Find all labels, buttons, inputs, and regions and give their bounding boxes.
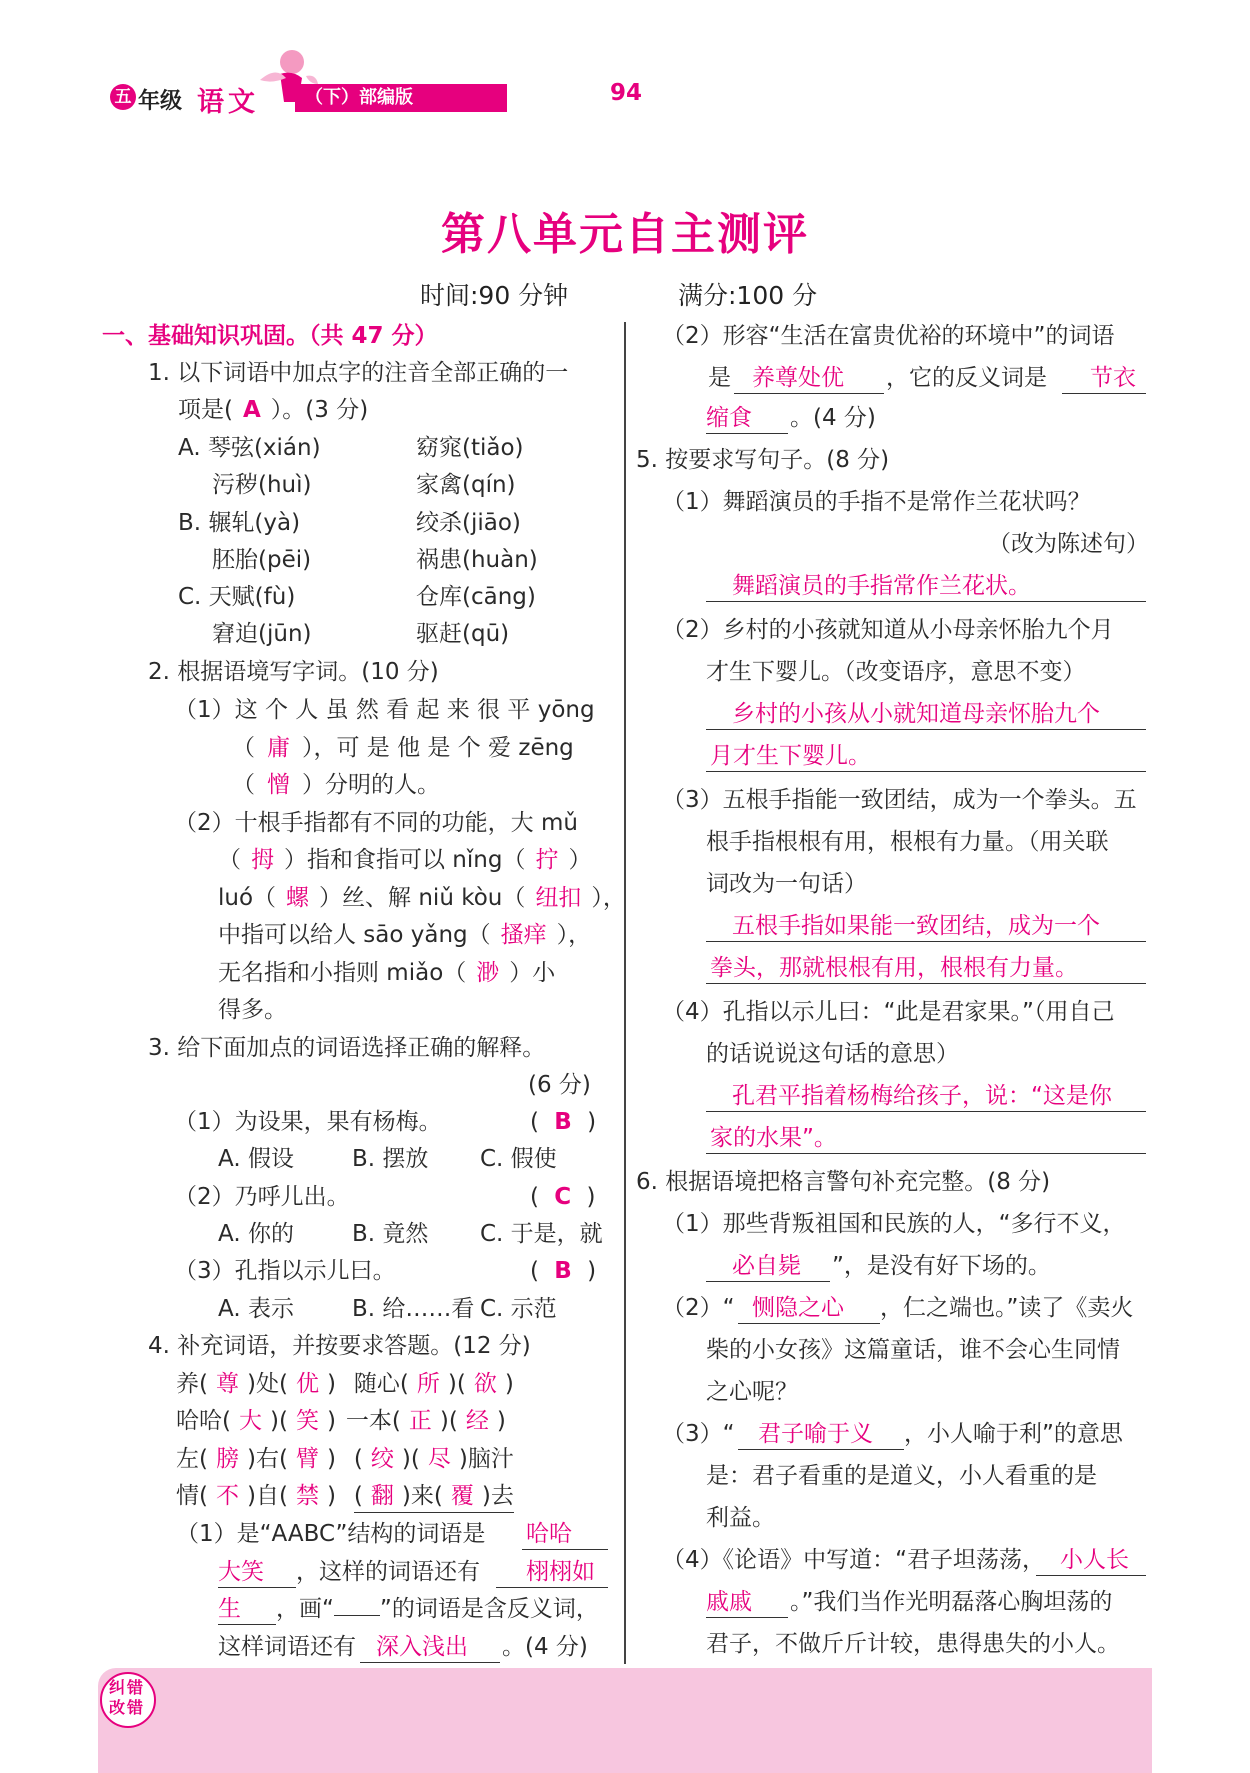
q5-answer: 乡村的小孩从小就知道母亲怀胎九个	[732, 701, 1100, 727]
q4-sub2: （2）形容“生活在富贵优裕的环境中”的词语	[662, 323, 1115, 349]
q6-item: （1）那些背叛祖国和民族的人，“多行不义，	[662, 1211, 1126, 1237]
q4-answer: 生	[218, 1596, 241, 1622]
q2-stem: 2. 根据语境写字词。(10 分)	[148, 659, 439, 685]
q2-line: （ 憎 ）分明的人。	[232, 772, 440, 798]
q6-answer: 必自毙	[732, 1253, 801, 1279]
q2-line: 得多。	[218, 997, 287, 1023]
q1-option: 家禽(qín)	[416, 472, 516, 498]
q3-option: A. 表示	[218, 1296, 294, 1322]
q3-answer-slot: ( B )	[530, 1109, 597, 1135]
q5-answer: 月才生下婴儿。	[710, 743, 871, 769]
q5-answer: 拳头，那就根根有用，根根有力量。	[710, 955, 1078, 981]
q1-option: 驱赶(qū)	[416, 621, 510, 647]
q6-item: （2）“	[662, 1295, 735, 1321]
q3-option: B. 摆放	[352, 1146, 429, 1172]
q6-item: （3）“	[662, 1421, 735, 1447]
q1-option: 窈窕(tiǎo)	[416, 435, 524, 461]
q1-option: 污秽(huì)	[212, 472, 312, 498]
q3-option: C. 假使	[480, 1146, 557, 1172]
q3-option: A. 你的	[218, 1221, 294, 1247]
q3-item: （2）乃呼儿出。	[174, 1184, 350, 1210]
q5-requirement: （改为陈述句）	[988, 531, 1149, 557]
q4-sub1-text: 这样词语还有	[218, 1634, 356, 1660]
q2-answer: 纽扣	[535, 885, 582, 911]
q6-answer: 戚戚	[706, 1589, 752, 1615]
q2-line: 中指可以给人 sāo yǎng（ 搔痒 ），	[218, 922, 592, 948]
q2-line: luó（ 螺 ）丝、解 niǔ kòu（ 纽扣 ），	[218, 885, 626, 911]
edition-label: （下）部编版	[295, 84, 507, 112]
grade-badge: 五	[110, 84, 136, 110]
q4-answer: 养尊处优	[752, 365, 844, 391]
q5-answer: 舞蹈演员的手指常作兰花状。	[732, 573, 1031, 599]
q1-stem: 1. 以下词语中加点字的注音全部正确的一	[148, 360, 569, 386]
q4-sub2-text: 。(4 分)	[790, 405, 876, 431]
q1-option: C. 天赋(fù)	[178, 584, 296, 610]
q4-answer: 哈哈	[526, 1521, 572, 1547]
q4-sub2-text: 是	[708, 365, 731, 391]
q5-item: 根手指根根有用，根根有力量。（用关联	[706, 829, 1109, 855]
q1-option: 祸患(huàn)	[416, 547, 538, 573]
q4-row: 左( 膀 )右( 臂 ) ( 绞 )( 尽 )脑汁	[176, 1446, 514, 1472]
q6-item: 君子，不做斤斤计较，患得患失的小人。	[706, 1631, 1120, 1657]
q5-answer: 家的水果”。	[710, 1125, 837, 1151]
section-heading: 一、基础知识巩固。（共 47 分）	[102, 323, 438, 349]
subject-label: 语文	[197, 87, 259, 118]
q5-item: 才生下婴儿。（改变语序，意思不变）	[706, 659, 1086, 685]
page-header	[100, 78, 420, 120]
q1-stem-line2: 项是( A ）。(3 分)	[178, 397, 369, 423]
q5-answer: 五根手指如果能一致团结，成为一个	[732, 913, 1100, 939]
q3-answer: B	[554, 1109, 572, 1135]
q3-answer: B	[554, 1258, 572, 1284]
q3-option: C. 示范	[480, 1296, 557, 1322]
q2-line: （1）这 个 人 虽 然 看 起 来 很 平 yōng	[174, 697, 595, 723]
q6-item: 利益。	[706, 1505, 775, 1531]
q3-answer-slot: ( B )	[530, 1258, 597, 1284]
q1-option: 胚胎(pēi)	[212, 547, 312, 573]
q5-item: （1）舞蹈演员的手指不是常作兰花状吗？	[662, 489, 1091, 515]
q5-answer: 孔君平指着杨梅给孩子，说：“这是你	[732, 1083, 1112, 1109]
q4-sub1-text: 。(4 分)	[502, 1634, 588, 1660]
q3-answer: C	[554, 1184, 572, 1210]
q4-row: 哈哈( 大 )( 笑 ) 一本( 正 )( 经 )	[176, 1408, 506, 1434]
q4-row: 情( 不 )自( 禁 ) ( 翻 )来( 覆 )去	[176, 1480, 514, 1513]
q5-item: 的话说说这句话的意思）	[706, 1041, 959, 1067]
q6-item: 之心呢？	[706, 1379, 798, 1405]
q6-answer: 恻隐之心	[752, 1295, 844, 1321]
q3-option: B. 给……看	[352, 1296, 475, 1322]
q1-option: B. 辗轧(yà)	[178, 510, 301, 536]
q1-option: 仓库(cāng)	[416, 584, 536, 610]
q6-item: 柴的小女孩》这篇童话，谁不会心生同情	[706, 1337, 1120, 1363]
q5-item: （3）五根手指能一致团结，成为一个拳头。五	[662, 787, 1137, 813]
q3-option: A. 假设	[218, 1146, 294, 1172]
q4-stem: 4. 补充词语，并按要求答题。(12 分)	[148, 1333, 531, 1359]
full-score: 满分:100 分	[678, 281, 818, 310]
q6-item: ”，是没有好下场的。	[832, 1253, 1051, 1279]
q4-sub2-text: ，它的反义词是	[886, 365, 1047, 391]
q2-line: （ 庸 ），可 是 他 是 个 爱 zēng	[232, 735, 574, 761]
q3-item: （3）孔指以示儿曰。	[174, 1258, 396, 1284]
q2-answer: 拇	[251, 847, 274, 873]
q6-stem: 6. 根据语境把格言警句补充完整。(8 分)	[636, 1169, 1051, 1195]
q2-answer: 螺	[286, 885, 310, 911]
q3-item: （1）为设果，果有杨梅。	[174, 1109, 442, 1135]
q6-answer: 小人长	[1060, 1547, 1129, 1573]
q4-sub1: （1）是“AABC”结构的词语是	[176, 1521, 486, 1547]
q5-item: 词改为一句话）	[706, 871, 867, 897]
q6-answer: 君子喻于义	[758, 1421, 873, 1447]
q4-answer: 栩栩如	[526, 1559, 595, 1585]
q6-item: ，小人喻于利”的意思	[904, 1421, 1123, 1447]
q1-option: A. 琴弦(xián)	[178, 435, 321, 461]
column-divider	[624, 322, 626, 1664]
q2-line: （2）十根手指都有不同的功能，大 mǔ	[174, 810, 578, 836]
footer-band	[98, 1668, 1152, 1773]
q5-stem: 5. 按要求写句子。(8 分)	[636, 447, 890, 473]
q4-sub1-text: ，这样的词语还有	[296, 1559, 480, 1585]
q1-answer: A	[242, 397, 261, 423]
q1-option: 绞杀(jiāo)	[416, 510, 521, 536]
q4-answer: 深入浅出	[376, 1634, 468, 1660]
q3-points: (6 分)	[528, 1072, 591, 1098]
q2-answer: 庸	[267, 735, 290, 761]
page-title: 第八单元自主测评	[441, 209, 809, 260]
q2-line: （ 拇 ）指和食指可以 nǐng（ 拧 ）	[218, 847, 592, 873]
q4-answer: 缩食	[706, 405, 752, 431]
q4-answer: 大笑	[218, 1559, 264, 1585]
q2-answer: 憎	[267, 772, 290, 798]
q3-answer-slot: ( C )	[530, 1184, 596, 1210]
q2-answer: 拧	[535, 847, 559, 873]
q6-item: 。”我们当作光明磊落心胸坦荡的	[790, 1589, 1113, 1615]
q5-item: （2）乡村的小孩就知道从小母亲怀胎九个月	[662, 617, 1114, 643]
q6-item: ，仁之端也。”读了《卖火	[880, 1295, 1134, 1321]
q6-item: （4）《论语》中写道：“君子坦荡荡，	[662, 1547, 1046, 1573]
q6-item: 是：君子看重的是道义，小人看重的是	[706, 1463, 1097, 1489]
q3-option: B. 竟然	[352, 1221, 429, 1247]
q1-option: 窘迫(jūn)	[212, 621, 312, 647]
q4-sub1-text: ，画“ ”的词语是含反义词，	[276, 1596, 599, 1622]
q4-answer: 节衣	[1090, 365, 1136, 391]
q5-item: （4）孔指以示儿曰：“此是君家果。”（用自己	[662, 999, 1115, 1025]
q2-answer: 渺	[476, 960, 500, 986]
grade-label: 年级	[138, 89, 183, 114]
q3-stem: 3. 给下面加点的词语选择正确的解释。	[148, 1035, 546, 1061]
q2-answer: 搔痒	[500, 922, 547, 948]
q3-option: C. 于是，就	[480, 1221, 603, 1247]
page-number: 94	[610, 80, 643, 106]
q2-line: 无名指和小指则 miǎo（ 渺 ）小	[218, 960, 556, 986]
time-limit: 时间:90 分钟	[420, 281, 569, 310]
correction-badge: 纠错改错	[100, 1672, 156, 1728]
q4-row: 养( 尊 )处( 优 ) 随心( 所 )( 欲 )	[176, 1371, 514, 1397]
